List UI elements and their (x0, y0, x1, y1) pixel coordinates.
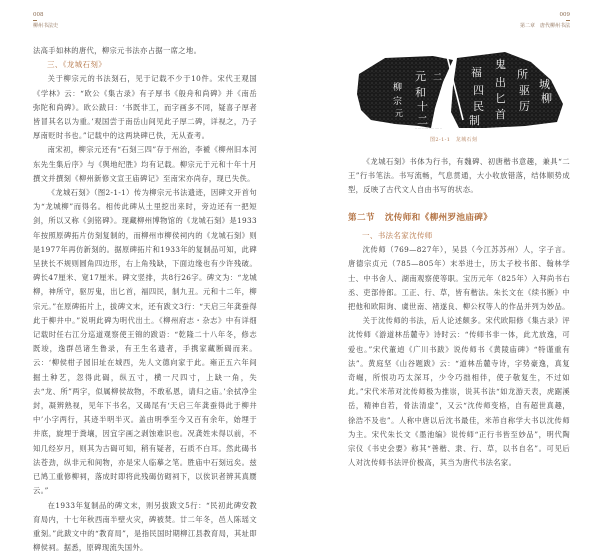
svg-text:鬼: 鬼 (495, 57, 506, 71)
paragraph: 《龙城石刻》（图2-1-1）传为柳宗元书法遗迹，因碑文开首句为“龙城柳”而得名。相传此碑从土里挖出来时，旁边还有一把短剑，所以又称《剑铭碑》。现藏柳州博物馆的《龙城石刻》是1933年按照原碑拓片仿刻复制的，而柳州市柳侯祠内的《龙城石刻》则是1977年再仿新刻的。据原碑拓片和1933年的复制品可知，此碑呈狭长不规则圆角四边形，右上角残缺，下面边缘也有少许残破。碑长47厘米、宽17厘米。碑文竖排，共8行26字。碑文为：“龙城柳，神所守，驱厉鬼，出匕首，福四民，制九丑。元和十二年，柳宗元。”在原碑拓片上，拔碑文末，还有跋文3行：“天启三年龚蚕得此于柳井中。”说明此碑为明代出土。《柳州府志・杂志》中有详细记载时任右江分巡道观察使王锦的跋语：“乾隆二十八年冬，修志既竣，逸群邑诸生鲁录，有王生名遗者，手携家藏断碣而来。云：‘柳侯柑子园旧址在城西，先人文德向家于此。雍正五六年间掘土种艺，忽得此碣，纵五寸，横一尺四寸，上缺一角，失去“龙、所”两字，似属柳侯故物，不敢私恩，请归之庙。’余拭净尘封，凝辨熟视，见年下书名，又碣尾有‘天启三年龚蚕得此于柳井中’小字两行，其迹半明半灭。盖由明季至今又百有余年，始埋于井底，旋埋于粪壤，因宜字画之剥蚀难识也。况龚姓未得以前，不知几经岁月，则其为古碣可知，稍有疑者，石质不白耳。然此碣书法苍劲，纵非元和间物，亦是宋人临摹之笔。胜庙中石刻远矣。兹已鸠工重修柳祠，落成时即将此残碣仿砌祠下，以俟识者辨其真赝云。” (33, 186, 257, 498)
left-folio (33, 12, 58, 29)
svg-text:元: 元 (415, 70, 426, 83)
svg-text:十: 十 (417, 99, 428, 113)
svg-text:·· ··· ·· ···· ····· ···· ··: ·· ··· ·· ···· ····· ···· ·· (415, 126, 442, 130)
paragraph: 关于沈传师的书法，后人论述颇多。宋代欧阳修《集古录》评沈传师《游道林岳麓寺》诗时云：“传师书非一体，此尤放逸，可爱也。”宋代董逌《广川书跋》说传师书《黄陵庙碑》“特谨重有法”。黄庭坚《山谷题跋》云：“道林岳麓寺诗，字势豪逸，真复奇崛，所恨功巧太深耳，少令巧拙相伴，使子敬复生，不过如此。”宋代米芾对沈传师极为推崇，说其书法“如龙游天表，虎踞溪岳，精神自若，骨法清虚”，又云“沈传师变格，自有超世真趣，徐浩不及也”。人称中唐以后沈书最佳，米芾自称学大书以沈传师为主。宋代朱长文《墨池编》说传师“正行书皆至妙品”，明代陶宗仪《书史会要》称其“善楷、隶、行、草，以书自名”。可见后人对沈传师书法评价极高，其当为唐代书法名家。 (348, 314, 570, 470)
svg-text:厉: 厉 (519, 100, 530, 113)
svg-text:民: 民 (473, 100, 484, 113)
right-body-figure-paragraph (348, 155, 570, 198)
svg-text:城: 城 (539, 78, 550, 91)
left-page (0, 0, 300, 421)
paragraph: 南宋初，柳宗元还有“石刻三四”存于州治，李褫《柳州旧本河东先生集后序》与《舆地纪胜》均有记载。柳宗元于元和十年十月撰文并撰刻《柳州新修文宣王庙碑记》至南宋亦尚存，现已失佚。 (33, 143, 257, 186)
paragraph: 《龙城石刻》书体为行书，有魏碑、初唐楷书意趣，兼具“二王”行书笔法。书写流畅，气息贯通，大小收放错落，结体顺势成型，反映了古代文人自由书写的状态。 (348, 155, 570, 198)
page-number-right: 009 (520, 12, 570, 18)
right-body-text (348, 210, 570, 470)
svg-text:驱: 驱 (519, 84, 530, 97)
svg-text:出: 出 (495, 75, 506, 89)
running-head-right: 第二章 唐代柳州书法 (520, 23, 570, 29)
stone-rubbing-image (355, 50, 567, 130)
svg-text:柳: 柳 (393, 81, 402, 93)
right-folio (520, 12, 570, 29)
figure-caption: 图2-1-1 龙城石刻 (430, 136, 477, 143)
folio-divider (33, 20, 37, 21)
paragraph: 关于柳宗元的书法刻石，见于记载不少于10件。宋代王观国《学林》云：“欧公《集古录》有子厚书《般舟和尚碑》并《南岳弥陀和尚碑》。欧公跋曰：‘书既非工，而字画多不同，疑喜子厚者皆冒其名以为重。’观国尝于南岳山间见此子厚二碑，详视之，乃子厚南贬时书也。”记载中的这两块碑已佚，无从查考。 (33, 72, 257, 143)
paragraph: 沈传师（769—827年），吴县（今江苏苏州）人，字子言。唐德宗贞元（785—805年）末举进士，历太子校书郎、翰林学士、中书舍人、湖南观察使等职。宝历元年（825年）入拜尚书右丞、吏部侍郎。工正、行、草，皆有楷法。朱长文在《续书断》中把他和欧阳询、虞世南、褚遂良、柳公权等人的作品并列为妙品。 (348, 243, 570, 314)
svg-text:所: 所 (517, 68, 528, 81)
section-heading (348, 210, 570, 227)
svg-text:二: 二 (433, 73, 442, 83)
subheading-shen-chuanshi: 一、书法名家沈传师 (348, 229, 570, 243)
running-head-left: 柳州书法史 (33, 23, 58, 29)
subheading-longcheng-stone: 三、《龙城石刻》 (33, 58, 257, 72)
left-body-text (33, 44, 257, 555)
svg-text:福: 福 (471, 66, 482, 79)
continued-paragraph: 法高手如林的唐代，柳宗元书法亦占据一席之地。 (33, 44, 257, 58)
section-title: 沈传师和《柳州罗池庙碑》 (385, 213, 492, 223)
section-number: 第二节 (348, 213, 375, 223)
svg-text:四: 四 (473, 84, 484, 97)
svg-text:制: 制 (469, 113, 480, 127)
folio-divider (566, 20, 570, 21)
stone-rubbing-figure (355, 50, 567, 130)
paragraph: 在1933年复制品的碑文末，则另拔跋文5行：“民初此碑安教育局内，十七年秋西南半壁火灾，碑被焚。廿二年冬，邑人陈瑶文重刻。”此跋文中的“教育局”，是指民国时期柳江县教育局，其址即柳侯祠。据悉，原碑现流失国外。 (33, 499, 257, 555)
svg-text:和: 和 (415, 86, 426, 99)
svg-text:二: 二 (417, 114, 428, 127)
svg-text:柳: 柳 (541, 91, 552, 105)
page-number-left: 008 (33, 12, 58, 18)
svg-text:元: 元 (395, 109, 403, 118)
svg-text:首: 首 (495, 107, 506, 121)
svg-text:宗: 宗 (393, 95, 402, 107)
svg-text:匕: 匕 (495, 92, 506, 105)
